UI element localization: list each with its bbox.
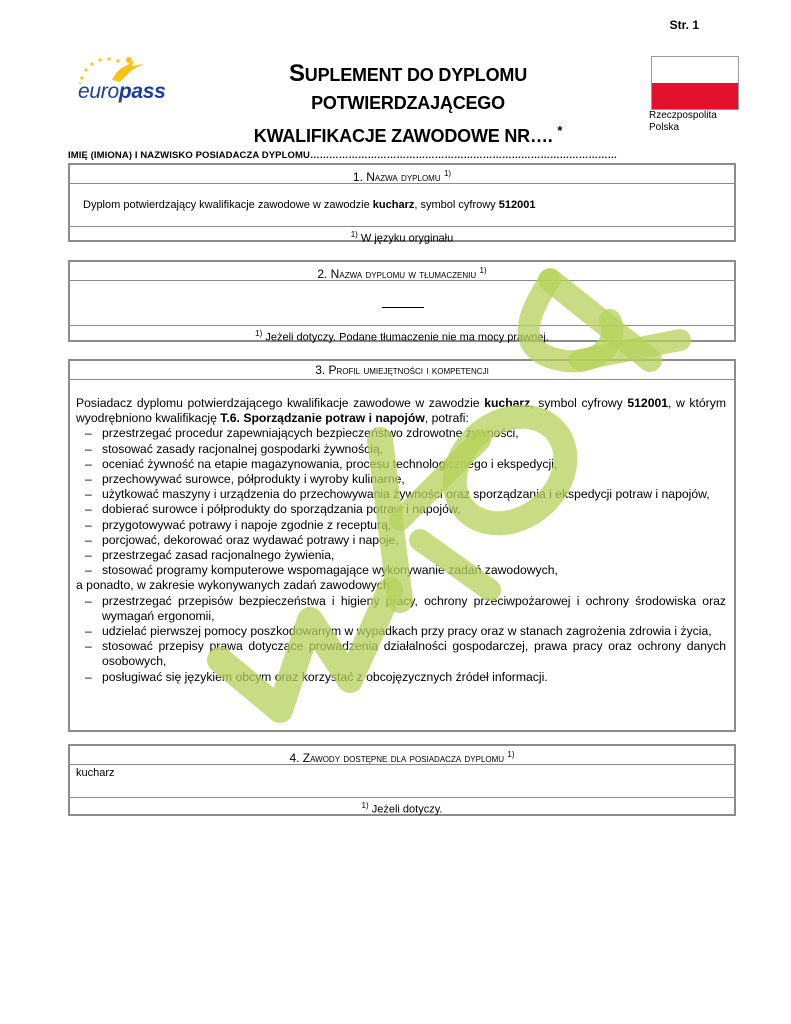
skills-list	[76, 426, 726, 578]
section2-heading: 2. Nazwa dyplomu w tłumaczeniu $^{1)}$	[70, 262, 734, 281]
section3-intro: Posiadacz dyplomu potwierdzającego kwalifikacje zawodowe w zawodzie kucharz, symbol cyfrowy 512001, w którym wyodrębniono kwalifikację T.6. Sporządzanie potraw i napojów, potrafi:	[76, 396, 726, 426]
title-initial: S	[288, 60, 305, 87]
title-line2: KWALIFIKACJE ZAWODOWE NR….	[253, 126, 553, 146]
section1-body: Dyplom potwierdzający kwalifikacje zawodowe w zawodzie kucharz, symbol cyfrowy 512001	[83, 199, 536, 211]
logo-suffix: pass	[118, 80, 166, 103]
section1-footnote: $^{1)}$ W języku oryginału	[70, 226, 734, 242]
country-label: Rzeczpospolita Polska	[649, 110, 717, 133]
section3-additional-intro: a ponadto, w zakresie wykonywanych zadań zawodowych:	[76, 578, 394, 593]
list-item: – przechowywać surowce, półprodukty i wyroby kulinarne,	[76, 472, 726, 487]
list-item: – udzielać pierwszej pomocy poszkodowanym w wypadkach przy pracy oraz w stanach zagrożenia zdrowia i życia,	[76, 624, 726, 639]
list-item: – porcjować, dekorować oraz wydawać potrawy i napoje,	[76, 533, 726, 548]
list-item: – przestrzegać przepisów bezpieczeństwa i higieny pracy, ochrony przeciwpożarowej i ochrony środowiska oraz wymagań ergonomii,	[76, 594, 726, 624]
section4-footnote: $^{1)}$ Jeżeli dotyczy.	[70, 797, 734, 813]
list-item: – przygotowywać potrawy i napoje zgodnie z recepturą,	[76, 518, 726, 533]
list-item: – stosować przepisy prawa dotyczące prowadzenia działalności gospodarczej, prawa pracy oraz ochrony danych osobowych,	[76, 639, 726, 669]
section2-footnote: $^{1)}$ Jeżeli dotyczy. Podane tłumaczenie nie ma mocy prawnej.	[70, 325, 734, 341]
list-item: – posługiwać się językiem obcym oraz korzystać z obcojęzycznych źródeł informacji.	[76, 670, 726, 685]
list-item: – oceniać żywność na etapie magazynowania, procesu technologicznego i ekspedycji,	[76, 457, 726, 472]
title-asterisk: *	[557, 123, 563, 138]
list-item: – stosować zasady racjonalnej gospodarki żywnością,	[76, 442, 726, 457]
document-title	[196, 60, 620, 150]
section3-body	[70, 380, 734, 685]
section-available-professions	[68, 744, 736, 816]
additional-skills-list	[76, 594, 726, 685]
section-diploma-translation	[68, 260, 736, 342]
logo-prefix: euro	[78, 80, 119, 103]
holder-name-line: IMIĘ (IMIONA) I NAZWISKO POSIADACZA DYPLOMU……………………………………………………………………………………	[68, 150, 618, 161]
list-item: – przestrzegać procedur zapewniających bezpieczeństwo zdrowotne żywności,	[76, 426, 726, 441]
page-number: Str. 1	[669, 18, 699, 32]
section-skills-profile	[68, 359, 736, 732]
blank-line	[382, 307, 424, 308]
section1-heading: 1. Nazwa dyplomu $^{1)}$	[70, 165, 734, 184]
list-item: – użytkować maszyny i urządzenia do przechowywania żywności oraz sporządzania i ekspedycji potraw i napojów,	[76, 487, 726, 502]
title-line1: UPLEMENT DO DYPLOMU POTWIERDZAJĄCEGO	[304, 65, 527, 113]
list-item: – dobierać surowce i półprodukty do sporządzania potraw i napojów,	[76, 502, 726, 517]
list-item: – stosować programy komputerowe wspomagające wykonywanie zadań zawodowych,	[76, 563, 726, 578]
europass-logo-icon	[74, 54, 178, 110]
section4-body: kucharz	[76, 767, 115, 779]
poland-flag-icon	[651, 56, 739, 110]
section-diploma-name	[68, 163, 736, 245]
section2-body	[70, 281, 734, 325]
section3-heading: 3. Profil umiejętności i kompetencji	[70, 361, 734, 380]
list-item: – przestrzegać zasad racjonalnego żywienia,	[76, 548, 726, 563]
section4-heading: 4. Zawody dostępne dla posiadacza dyplomu $^{1)}$	[70, 746, 734, 765]
